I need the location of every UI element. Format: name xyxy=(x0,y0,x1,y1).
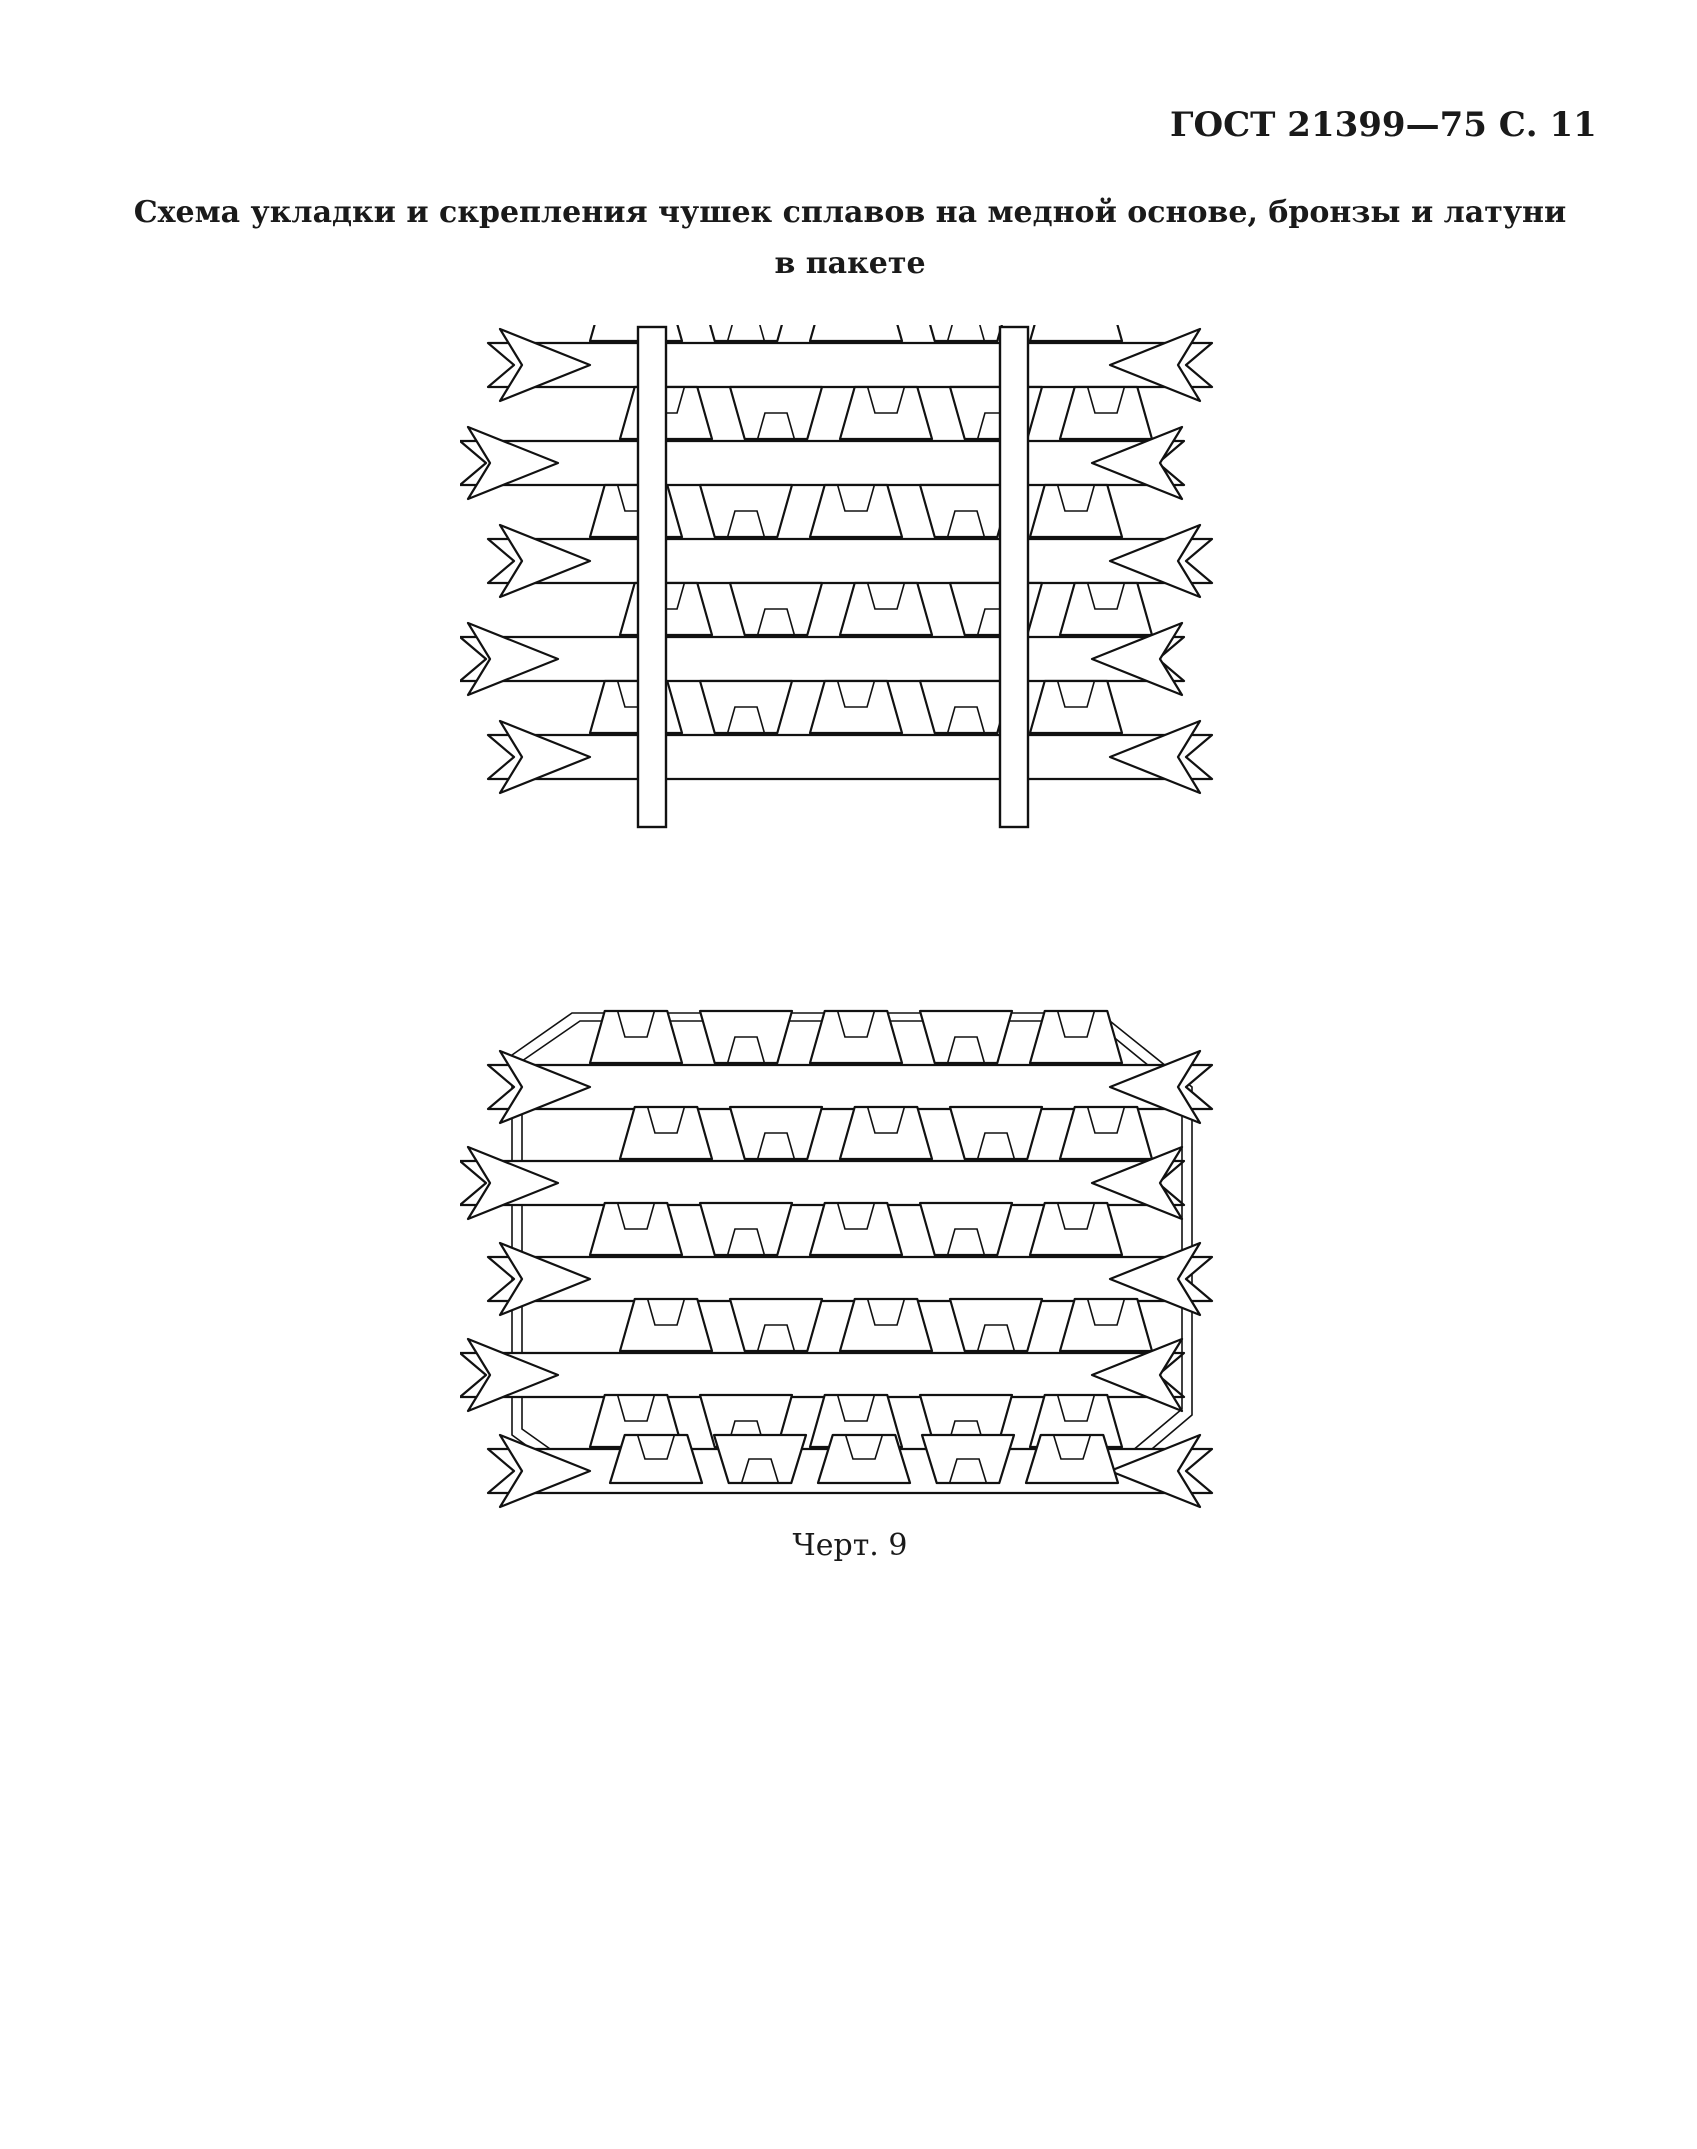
vertical-strap xyxy=(638,327,666,827)
ingot-bar xyxy=(460,1161,1184,1205)
ingot-cross-section xyxy=(590,325,682,341)
ingot-end-taper xyxy=(468,1147,558,1219)
ingot-cross-section xyxy=(1030,325,1122,341)
ingot-bar xyxy=(488,735,1212,779)
drawing-ingot-bundle-vertical-straps xyxy=(460,325,1240,835)
ingot-cross-section xyxy=(920,325,1012,341)
ingot-bundle-drawing-2 xyxy=(460,995,1240,1515)
ingot-bar xyxy=(460,637,1184,681)
ingot-bar xyxy=(488,539,1212,583)
ingot-cross-section xyxy=(810,325,902,341)
ingot-bar xyxy=(488,1065,1212,1109)
ingot-end-taper xyxy=(468,1339,558,1411)
ingot-bar xyxy=(488,1257,1212,1301)
figure-caption: Черт. 9 xyxy=(792,1528,908,1563)
ingot-end-taper xyxy=(468,623,558,695)
vertical-strap xyxy=(1000,327,1028,827)
ingot-bar xyxy=(488,343,1212,387)
ingot-bar xyxy=(460,441,1184,485)
drawing-ingot-bundle-wrap-band xyxy=(460,995,1240,1515)
document-number: ГОСТ 21399—75 С. 11 xyxy=(1170,105,1597,145)
page-title-continuation: в пакете xyxy=(774,246,926,281)
ingot-end-taper xyxy=(468,427,558,499)
ingot-cross-section xyxy=(700,325,792,341)
ingot-bar xyxy=(460,1353,1184,1397)
page-title: Схема укладки и скрепления чушек сплавов на медной основе, бронзы и латуни xyxy=(133,195,1567,230)
ingot-bundle-drawing-1 xyxy=(460,325,1240,835)
